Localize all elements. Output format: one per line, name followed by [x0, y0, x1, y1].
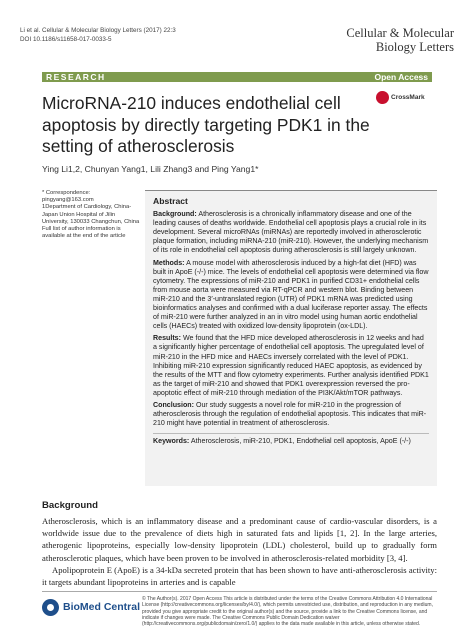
doi-line: DOI 10.1186/s11658-017-0033-5	[20, 35, 112, 43]
correspondence-email[interactable]: pingyang@163.com	[42, 197, 94, 204]
article-title: MicroRNA-210 induces endothelial cell apoptosis by directly targeting PDK1 in the setting of atherosclerosis	[42, 93, 370, 156]
abstract-results	[153, 334, 429, 398]
results-text: We found that the HFD mice developed atherosclerosis in 12 weeks and had a significantly higher percentage of endothelial cell apoptosis. The upregulated level of miR-210 in the HFD mice and HAECs inversely correlated with the level of PDK1. Inhibiting miR-210 expression significantly reduced HAEC apoptosis, as evidenced by the results of the MTT and flow cytometry experiments. Further analysis identified PDK1 as the target of miR-210 and showed that PDK1 overexpression reversed the pro-apoptotic effect of miR-210 through mediation of the PI3K/Akt/mTOR pathways.	[153, 334, 429, 397]
conclusion-text: Our study suggests a novel role for miR-210 in the progression of atherosclerosis through the regulation of endothelial apoptosis. This indicates that miR-210 might have potential in treatment of atherosclerosis.	[153, 400, 427, 428]
affiliation: 1Department of Cardiology, China-Japan Union Hospital of Jilin University, 130033 Changchun, China	[42, 204, 140, 225]
results-label: Results:	[153, 334, 181, 343]
license-text: © The Author(s). 2017 Open Access This article is distributed under the terms of the Creative Commons Attribution 4.0 International License (http://creativecommons.org/licenses/by/4.0/), which permits unrestricted use, distribution, and reproduction in any medium, provided you give appropriate credit to the original author(s) and the source, provide a link to the Creative Commons license, and indicate if changes were made. The Creative Commons Public Domain Dedication waiver (http://creativecommons.org/publicdomain/zero/1.0/) applies to the data made available in this article, unless otherwise stated.	[142, 596, 433, 628]
journal-name-line1: Cellular & Molecular	[346, 26, 454, 40]
author-list: Ying Li1,2, Chunyan Yang1, Lili Zhang3 and Ping Yang1*	[42, 164, 259, 174]
keywords-text: Atherosclerosis, miR-210, PDK1, Endothelial cell apoptosis, ApoE (-/-)	[190, 437, 411, 446]
correspondence-label: * Correspondence:	[42, 190, 91, 196]
abstract-heading: Abstract	[153, 196, 188, 206]
crossmark-label: CrossMark	[391, 94, 425, 101]
background-label: Background:	[153, 210, 197, 219]
body-text	[42, 515, 437, 588]
section-heading-background: Background	[42, 500, 98, 511]
methods-label: Methods:	[153, 258, 185, 267]
publisher-name: BioMed Central	[63, 601, 141, 613]
abstract-methods	[153, 259, 429, 332]
publisher-logo	[42, 597, 141, 617]
abstract-keywords	[153, 433, 429, 446]
abstract-box	[145, 190, 437, 486]
abstract-conclusion	[153, 401, 429, 428]
crossmark-icon	[376, 91, 389, 104]
body-paragraph-1: Atherosclerosis, which is an inflammatory disease and a predominant cause of cardio-vascular disorders, is a worldwide issue due to the prevalence of diets high in saturated fats and lipids [1, 2]. In the large arteries, atherogenic lipoproteins, especially low-density lipoprotein (LDL) cholesterol, build up to gradually form atherosclerotic plaques, which have been proven to be involved in atherosclerosis-related morbidity [3, 4].	[42, 516, 437, 563]
abstract-background	[153, 210, 429, 255]
correspondence-sidebar	[42, 190, 140, 240]
author-info-note: Full list of author information is available at the end of the article	[42, 226, 126, 240]
journal-name	[304, 26, 454, 54]
journal-name-line2: Biology Letters	[375, 40, 454, 54]
article-type-bar	[42, 72, 432, 82]
methods-text: A mouse model with atherosclerosis induced by a high-fat diet (HFD) was built in ApoE (-/-) mice. The levels of endothelial cell apoptosis were determined via flow cytometry. The expressions of miR-210 and PDK1 in purified CD31+ endothelial cells from mouse aorta were measured via RT-qPCR and western blot. Binding between miR-210 and the 3′-untranslated region (UTR) of PDK1 mRNA was predicted using bioinformatics analyses and confirmed with a dual luciferase reporter assay. The effects of miR-210 were further analyzed in an in vitro model using human aortic endothelial cells (HAECs) treated with oxidized low-density lipoprotein (ox-LDL).	[153, 258, 429, 331]
page-footer	[42, 591, 437, 628]
article-type: RESEARCH	[46, 72, 106, 82]
conclusion-label: Conclusion:	[153, 400, 194, 409]
citation-line: Li et al. Cellular & Molecular Biology Letters (2017) 22:3	[20, 27, 176, 34]
biomed-central-icon	[42, 599, 59, 616]
background-text: Atherosclerosis is a chronically inflammatory disease and one of the leading causes of deaths worldwide. Endothelial cell apoptosis plays a crucial role in its development. Several microRNAs (miRNAs) are reportedly involved in atherosclerotic plaque formation, including miRNA-210 (miR-210). However, the underlying mechanism of its role in endothelial cell apoptosis during atherosclerosis is still largely unknown.	[153, 210, 429, 255]
citation	[20, 27, 176, 44]
keywords-label: Keywords:	[153, 437, 190, 446]
body-paragraph-2: Apolipoprotein E (ApoE) is a 34-kDa secreted protein that has been shown to have anti-atherosclerosis activity: it targets abundant lipoproteins in arteries and is capable	[42, 564, 437, 588]
crossmark-badge[interactable]	[376, 91, 436, 107]
open-access-label: Open Access	[374, 72, 428, 82]
